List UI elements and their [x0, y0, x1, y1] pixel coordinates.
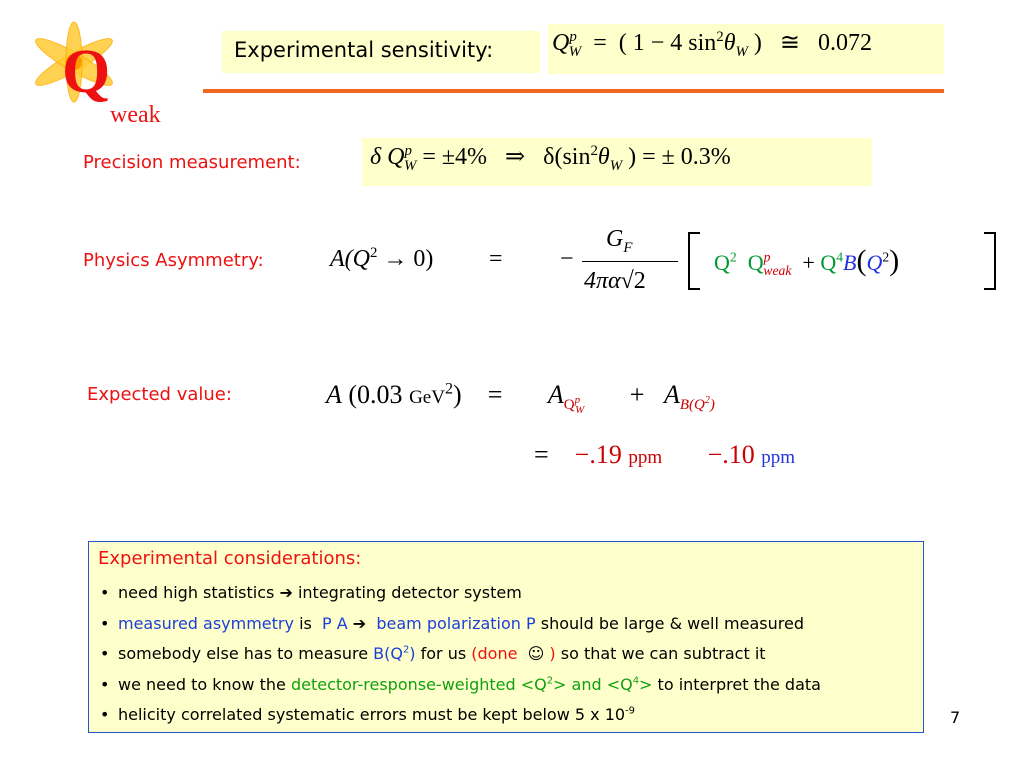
- qweak-logo: [22, 14, 172, 124]
- bullet-statistics: • need high statistics ➔ integrating detector system: [100, 583, 522, 602]
- bullet-systematics: • helicity correlated systematic errors must be kept below 5 x $10^{-9}$: [100, 705, 635, 724]
- precision-equation: δ $Q^p_W = \pm 4\%$ ⇒ $\delta(\sin^2\theta_W$ ) = ± 0.3%: [370, 143, 731, 174]
- sensitivity-equation: $Q^p_W$ = ( 1 − 4 $\sin^2\theta_W$ ) ≅ 0.072: [552, 29, 873, 60]
- expected-equation-2: = −.19 ppm −.10 ppm: [534, 440, 796, 469]
- fraction-bar: [582, 261, 678, 262]
- fraction-numerator: $G_F$: [606, 226, 633, 256]
- asymmetry-bracket-terms: $Q^2$ $Q^p_{weak} + Q^4B(Q^2)$: [714, 244, 900, 279]
- asymmetry-equals: =: [489, 246, 503, 272]
- asymmetry-lhs: $A(Q^2 \to 0)$: [330, 245, 434, 272]
- precision-label: Precision measurement:: [83, 152, 301, 173]
- expected-label: Expected value:: [87, 384, 232, 405]
- smiley-icon: ☺: [527, 644, 545, 663]
- bullet-response: • we need to know the detector-response-weighted $<Q^2>$ and $<Q^4>$ to interpret the data: [100, 675, 821, 694]
- considerations-title: Experimental considerations:: [98, 548, 362, 569]
- asymmetry-minus: −: [560, 246, 574, 272]
- asymmetry-label: Physics Asymmetry:: [83, 250, 264, 271]
- header-divider: [203, 89, 944, 93]
- fraction-denominator: 4πα√2: [584, 268, 646, 294]
- logo-word: weak: [110, 102, 161, 124]
- logo-letter: Q: [62, 38, 111, 106]
- bullet-asymmetry: • measured asymmetry is P A ➔ beam polarization P should be large & well measured: [100, 614, 804, 633]
- bullet-bq2: • somebody else has to measure $B(Q^2)$ for us (done ☺ ) so that we can subtract it: [100, 644, 766, 663]
- slide-title: Experimental sensitivity:: [234, 38, 494, 62]
- right-bracket: [984, 232, 996, 290]
- left-bracket: [688, 232, 700, 290]
- page-number: 7: [950, 708, 961, 727]
- expected-equation-1: A (0.03 GeV$^2$) = $A_{Q^p_W}$ + $A_{B(Q^2)}$: [326, 380, 715, 417]
